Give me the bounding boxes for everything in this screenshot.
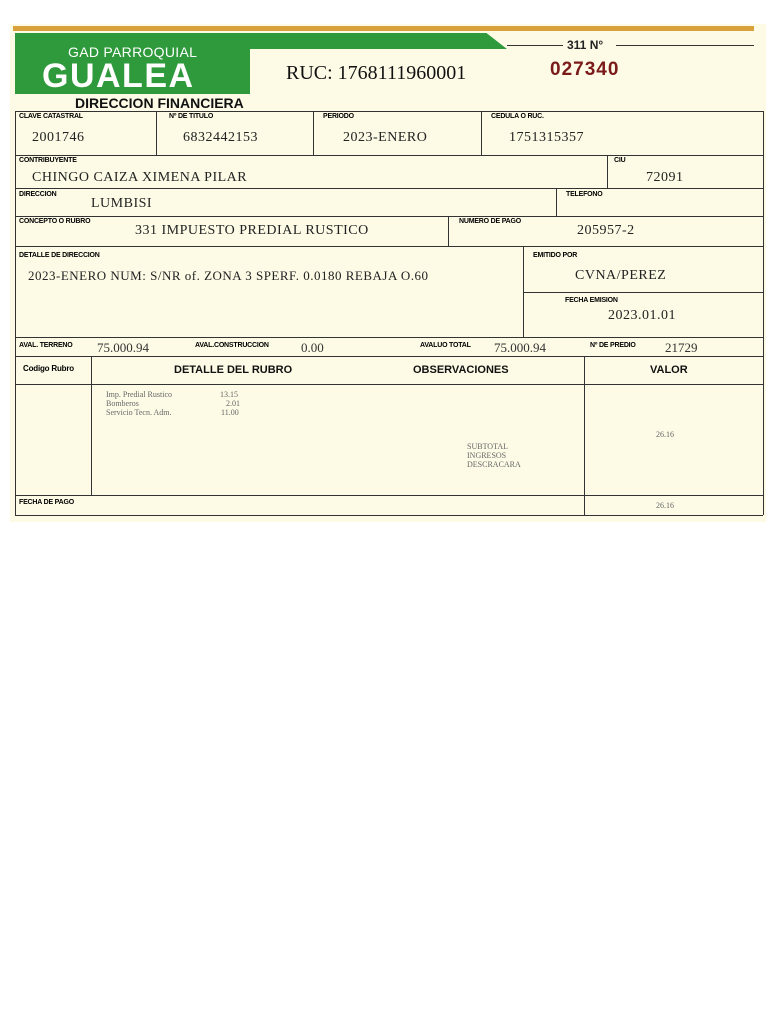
total-value: 26.16 bbox=[656, 501, 674, 510]
payment-number-value: 205957-2 bbox=[577, 223, 635, 238]
rule bbox=[15, 111, 16, 515]
number-label: 311 N° bbox=[567, 38, 604, 52]
address-detail-label: DETALLE DE DIRECCION bbox=[19, 252, 100, 259]
construction-value-label: AVAL.CONSTRUCCION bbox=[195, 342, 269, 349]
department-title: DIRECCION FINANCIERA bbox=[75, 95, 244, 111]
period-label: PERIODO bbox=[323, 113, 354, 120]
rule bbox=[15, 384, 763, 385]
title-number-label: Nº DE TITULO bbox=[169, 113, 214, 120]
rule bbox=[15, 246, 763, 247]
rule bbox=[91, 356, 92, 495]
ruc-text: RUC: 1768111960001 bbox=[286, 62, 467, 84]
address-label: DIRECCION bbox=[19, 191, 57, 198]
issue-date-label: FECHA EMISION bbox=[565, 297, 618, 304]
land-value: 75.000.94 bbox=[97, 340, 149, 355]
rule bbox=[15, 111, 763, 112]
rule bbox=[15, 356, 763, 357]
item-name: Bomberos bbox=[106, 399, 139, 408]
folio-number: 027340 bbox=[550, 59, 620, 80]
rule bbox=[15, 515, 763, 516]
rule bbox=[15, 495, 763, 496]
income-label: INGRESOS bbox=[467, 451, 507, 460]
col-code-header: Codigo Rubro bbox=[23, 364, 74, 373]
property-number-label: Nº DE PREDIO bbox=[590, 342, 636, 349]
taxpayer-label: CONTRIBUYENTE bbox=[19, 157, 77, 164]
cadastral-key-value: 2001746 bbox=[32, 130, 85, 145]
payment-number-label: NUMERO DE PAGO bbox=[459, 218, 522, 225]
id-ruc-value: 1751315357 bbox=[509, 130, 584, 145]
item-amount: 11.00 bbox=[221, 408, 239, 417]
subtotal-label: SUBTOTAL bbox=[467, 442, 508, 451]
discount-label: DESCRACARA bbox=[467, 460, 521, 469]
item-name: Imp. Predial Rustico bbox=[106, 390, 172, 399]
construction-value: 0.00 bbox=[301, 340, 324, 355]
col-detail-header: DETALLE DEL RUBRO bbox=[174, 364, 293, 376]
col-observations-header: OBSERVACIONES bbox=[413, 364, 509, 376]
line-value: 26.16 bbox=[656, 430, 674, 439]
item-amount: 13.15 bbox=[220, 390, 238, 399]
issued-by-label: EMITIDO POR bbox=[533, 252, 578, 259]
rule bbox=[15, 188, 763, 189]
issue-date-value: 2023.01.01 bbox=[608, 308, 676, 323]
item-amount: 2.01 bbox=[226, 399, 240, 408]
rule bbox=[15, 155, 763, 156]
concept-value: 331 IMPUESTO PREDIAL RUSTICO bbox=[135, 223, 369, 238]
number-rule-right bbox=[616, 45, 754, 46]
rule bbox=[15, 337, 763, 338]
address-detail-value: 2023-ENERO NUM: S/NR of. ZONA 3 SPERF. 0.0180 REBAJA O.60 bbox=[28, 268, 429, 283]
total-valuation: 75.000.94 bbox=[494, 340, 546, 355]
address-value: LUMBISI bbox=[91, 196, 153, 211]
rule bbox=[607, 155, 608, 188]
land-value-label: AVAL. TERRENO bbox=[19, 342, 73, 349]
header-band bbox=[250, 33, 507, 49]
phone-label: TELEFONO bbox=[566, 191, 603, 198]
rule bbox=[481, 111, 482, 155]
ciu-label: CIU bbox=[614, 157, 626, 164]
rule bbox=[556, 188, 557, 216]
col-value-header: VALOR bbox=[650, 364, 688, 376]
number-rule-left bbox=[507, 45, 563, 46]
logo-title: GUALEA bbox=[42, 57, 195, 95]
logo bbox=[15, 33, 250, 94]
tax-receipt bbox=[10, 24, 766, 522]
rule bbox=[15, 216, 763, 217]
top-border bbox=[13, 26, 754, 31]
rule bbox=[584, 356, 585, 515]
period-value: 2023-ENERO bbox=[343, 130, 428, 145]
rule bbox=[156, 111, 157, 155]
rule bbox=[763, 111, 764, 515]
issued-by-value: CVNA/PEREZ bbox=[575, 268, 667, 283]
concept-label: CONCEPTO O RUBRO bbox=[19, 218, 91, 225]
item-name: Servicio Tecn. Adm. bbox=[106, 408, 172, 417]
id-ruc-label: CEDULA O RUC. bbox=[491, 113, 544, 120]
title-number-value: 6832442153 bbox=[183, 130, 258, 145]
logo-subtitle: GAD PARROQUIAL bbox=[68, 44, 198, 60]
rule bbox=[448, 216, 449, 246]
ciu-value: 72091 bbox=[646, 170, 684, 185]
rule bbox=[313, 111, 314, 155]
payment-date-label: FECHA DE PAGO bbox=[19, 499, 74, 506]
cadastral-key-label: CLAVE CATASTRAL bbox=[19, 113, 83, 120]
property-number: 21729 bbox=[665, 340, 698, 355]
rule bbox=[523, 292, 763, 293]
total-valuation-label: AVALUO TOTAL bbox=[420, 342, 471, 349]
taxpayer-value: CHINGO CAIZA XIMENA PILAR bbox=[32, 170, 248, 185]
rule bbox=[523, 246, 524, 337]
